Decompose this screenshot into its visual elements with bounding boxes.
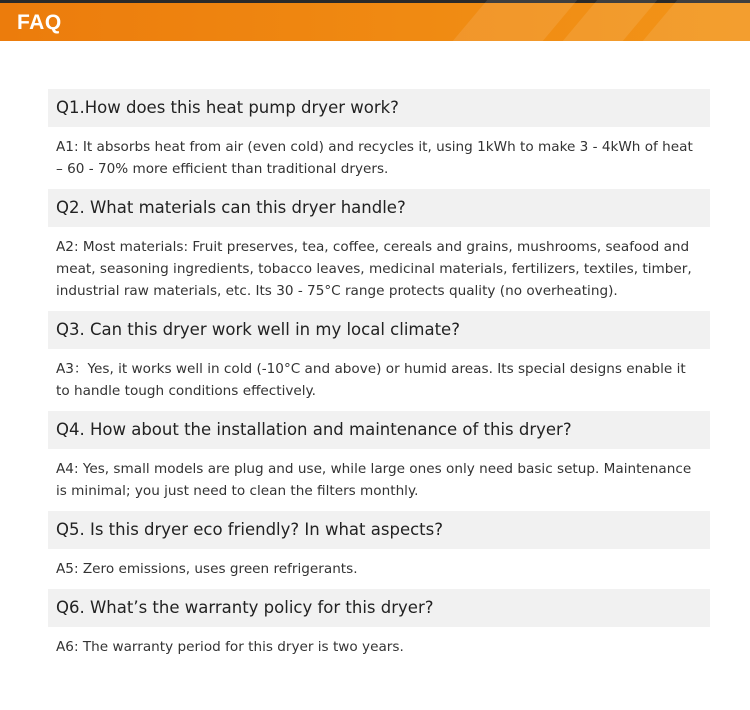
faq-question-1: Q1.How does this heat pump dryer work? (48, 89, 710, 127)
header-decor-stripe (563, 0, 657, 41)
faq-answer-1: A1: It absorbs heat from air (even cold) and recycles it, using 1kWh to make 3 - 4kWh of heat – 60 - 70% more efficient than traditional dryers. (56, 139, 693, 177)
faq-list (48, 89, 710, 667)
faq-answer-5: A5: Zero emissions, uses green refrigerants. (56, 561, 358, 577)
faq-question-4: Q4. How about the installation and maintenance of this dryer? (48, 411, 710, 449)
faq-title: FAQ (17, 11, 62, 34)
faq-question-5: Q5. Is this dryer eco friendly? In what aspects? (48, 511, 710, 549)
faq-question-2: Q2. What materials can this dryer handle? (48, 189, 710, 227)
faq-answer-2: A2: Most materials: Fruit preserves, tea, coffee, cereals and grains, mushrooms, seafood and meat, seasoning ingredients, tobacco leaves, medicinal materials, fertilizers, textiles, timber, industrial raw materials, etc. Its 30 - 75°C range protects quality (no overheating). (56, 239, 692, 299)
faq-header-banner (0, 0, 750, 41)
faq-answer-3: A3：Yes, it works well in cold (-10°C and above) or humid areas. Its special designs enable it to handle tough conditions effectively. (56, 361, 686, 399)
faq-question-3: Q3. Can this dryer work well in my local climate? (48, 311, 710, 349)
faq-answer-6: A6: The warranty period for this dryer is two years. (56, 639, 404, 655)
header-decor-stripe (453, 0, 577, 41)
faq-question-6: Q6. What’s the warranty policy for this dryer? (48, 589, 710, 627)
header-decor-stripe (643, 0, 750, 41)
faq-answer-4: A4: Yes, small models are plug and use, while large ones only need basic setup. Maintenance is minimal; you just need to clean the filters monthly. (56, 461, 692, 499)
